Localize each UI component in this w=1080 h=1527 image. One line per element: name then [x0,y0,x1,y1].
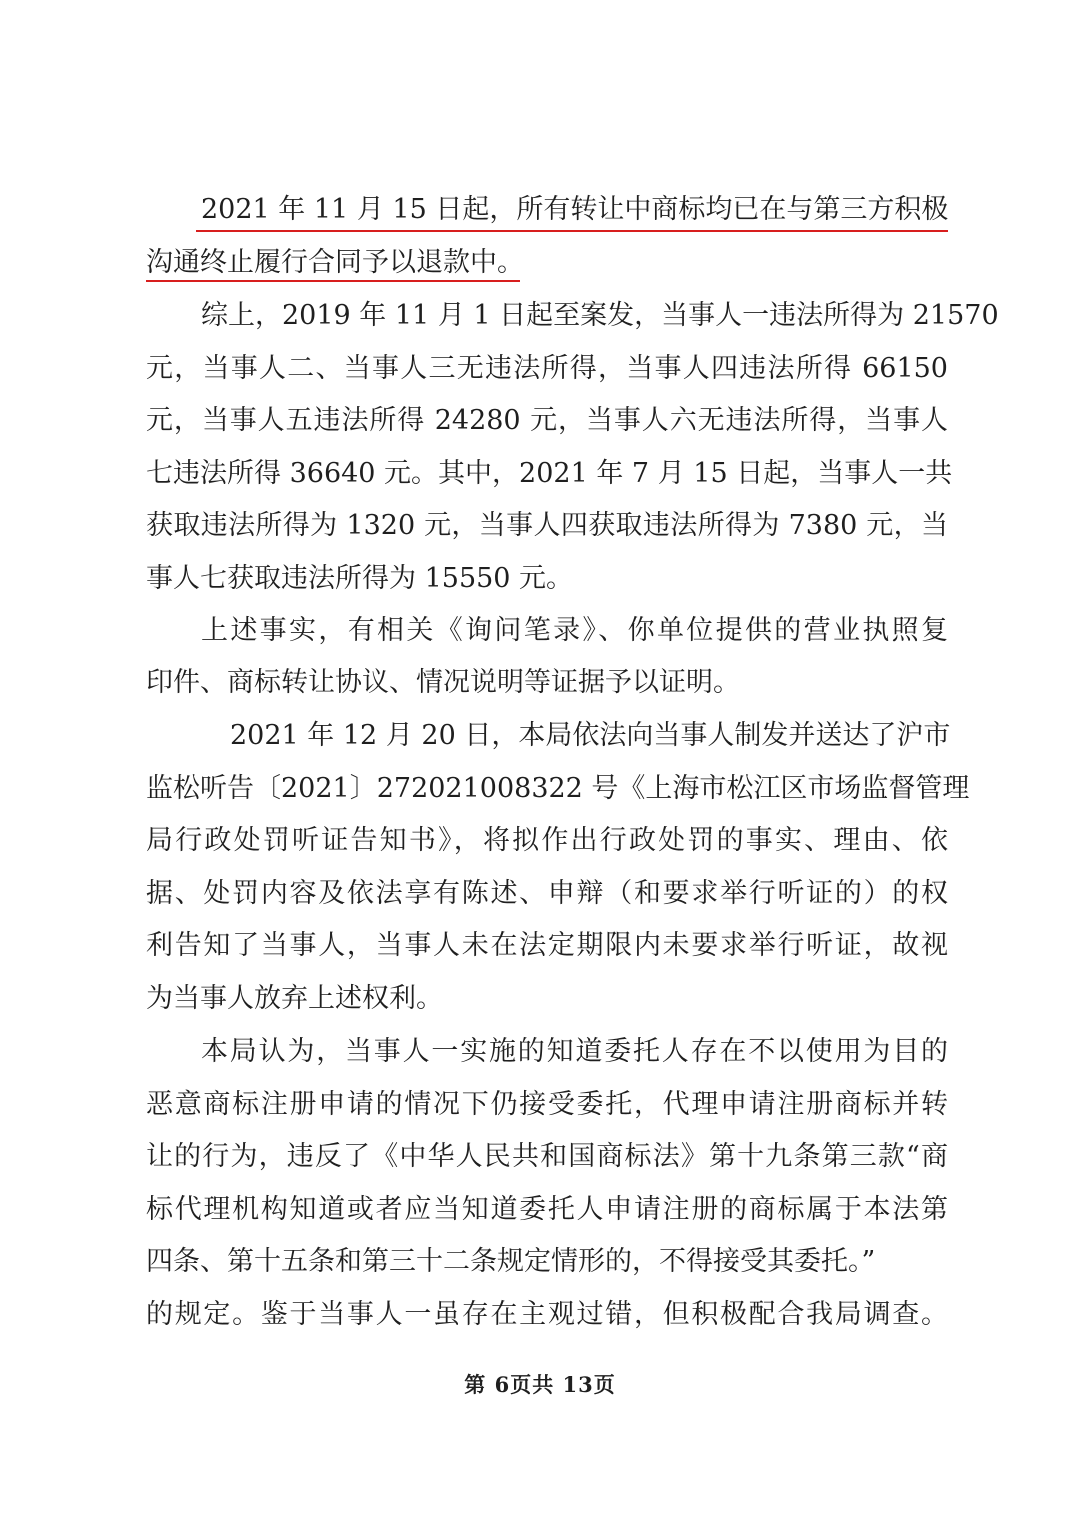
text-line-17: 本局认为，当事人一实施的知道委托人存在不以使用为目的 [201,1036,948,1067]
text-line-2: 沟通终止履行合同予以退款中。 [146,247,524,278]
text-line-5: 元，当事人五违法所得 24280 元，当事人六无违法所得，当事人 [146,405,948,436]
text-line-8: 事人七获取违法所得为 15550 元。 [146,563,574,594]
text-line-20: 标代理机构知道或者应当知道委托人申请注册的商标属于本法第 [146,1194,948,1225]
text-line-10: 印件、商标转让协议、情况说明等证据予以证明。 [146,667,740,698]
text-line-13: 局行政处罚听证告知书》，将拟作出行政处罚的事实、理由、依 [146,825,948,856]
text-line-15: 利告知了当事人，当事人未在法定期限内未要求举行听证，故视 [146,930,948,961]
red-underline-1 [196,230,948,232]
text-line-22: 的规定。鉴于当事人一虽存在主观过错，但积极配合我局调查。 [146,1299,948,1330]
text-line-1: 2021 年 11 月 15 日起，所有转让中商标均已在与第三方积极 [201,194,949,225]
text-line-21: 四条、第十五条和第三十二条规定情形的，不得接受其委托。” [146,1246,876,1277]
text-line-14: 据、处罚内容及依法享有陈述、申辩（和要求举行听证的）的权 [146,878,948,909]
red-underline-2 [146,280,520,282]
text-line-19: 让的行为，违反了《中华人民共和国商标法》第十九条第三款“商 [146,1141,948,1172]
text-line-9: 上述事实，有相关《询问笔录》、你单位提供的营业执照复 [201,615,948,646]
text-line-4: 元，当事人二、当事人三无违法所得，当事人四违法所得 66150 [146,353,948,384]
text-line-18: 恶意商标注册申请的情况下仍接受委托，代理申请注册商标并转 [146,1089,948,1120]
text-line-3: 综上，2019 年 11 月 1 日起至案发，当事人一违法所得为 21570 [201,300,999,331]
text-line-11: 2021 年 12 月 20 日，本局依法向当事人制发并送达了沪市 [230,720,951,751]
text-line-6: 七违法所得 36640 元。其中，2021 年 7 月 15 日起，当事人一共 [146,458,953,489]
text-line-7: 获取违法所得为 1320 元，当事人四获取违法所得为 7380 元，当 [146,510,948,541]
page-number-footer: 第 6页共 13页 [464,1372,616,1397]
text-line-16: 为当事人放弃上述权利。 [146,983,443,1014]
text-line-12: 监松听告〔2021〕272021008322 号《上海市松江区市场监督管理 [146,773,970,804]
